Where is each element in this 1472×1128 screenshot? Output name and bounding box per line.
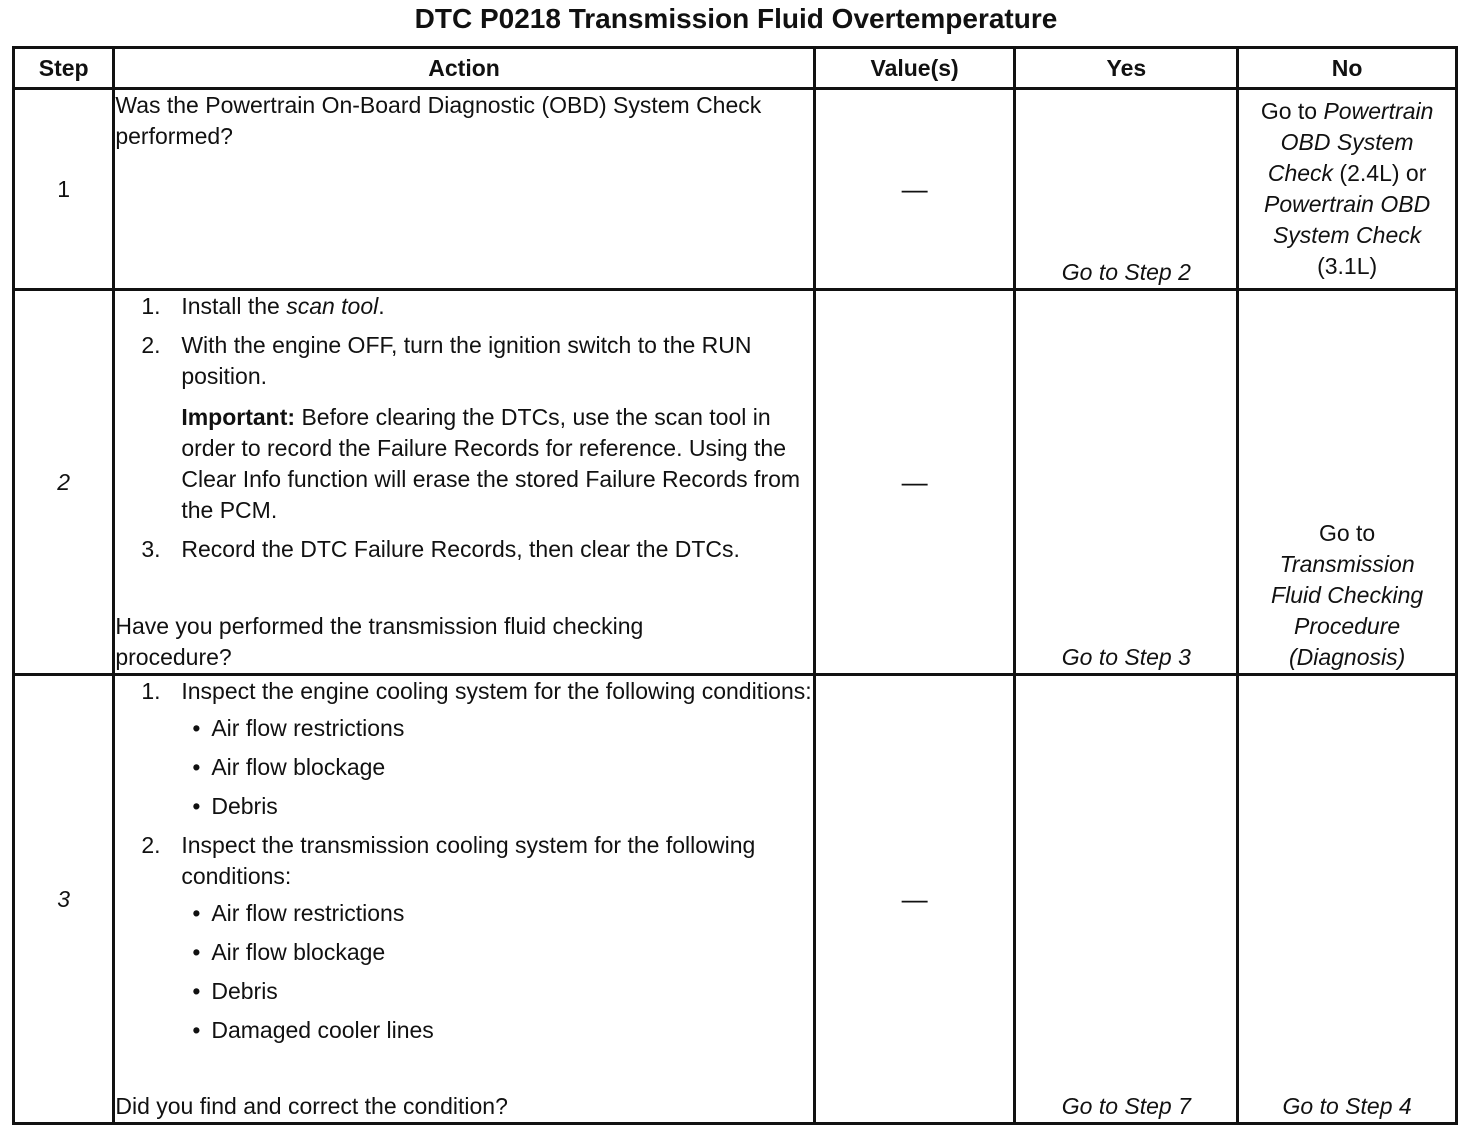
transmission-fluid-checking-link[interactable]: Transmission Fluid Checking Procedure (Diagnosis) xyxy=(1271,551,1424,670)
powertrain-obd-link-31[interactable]: Powertrain OBD System Check xyxy=(1264,191,1431,248)
list-item xyxy=(141,830,812,1054)
list-number: 2. xyxy=(141,332,161,358)
list-text: Inspect the engine cooling system for the following conditions: xyxy=(181,678,812,704)
important-label: Important: xyxy=(181,404,296,430)
no-text: Go to xyxy=(1260,98,1324,124)
table-row-step-2 xyxy=(14,290,1457,675)
scan-tool-link[interactable]: scan tool xyxy=(286,293,379,319)
go-to-step-link[interactable]: Go to Step 7 xyxy=(1061,1093,1191,1119)
important-text: Before clearing the DTCs, use the scan tool in order to record the Failure Records for reference. Using the Clear Info function will erase the stored Failure Records from the PCM. xyxy=(181,404,801,523)
table-row-step-3 xyxy=(14,675,1457,1124)
go-to-step-link[interactable]: Go to Step 2 xyxy=(1061,259,1191,285)
value-cell: — xyxy=(814,290,1015,675)
list-text: Install the xyxy=(181,293,287,319)
bullet-item: • Air flow blockage xyxy=(192,754,386,780)
no-text: (3.1L) xyxy=(1317,253,1378,279)
action-question: Was the Powertrain On-Board Diagnostic (OBD) System Check performed? xyxy=(115,92,762,149)
header-action: Action xyxy=(114,48,814,89)
list-item xyxy=(141,291,812,322)
step-number: 2 xyxy=(14,290,114,675)
bullet-item: • Debris xyxy=(192,793,278,819)
go-to-step-link[interactable]: Go to Step 4 xyxy=(1282,1093,1412,1119)
diagnostic-table xyxy=(12,46,1458,1125)
action-question: Have you performed the transmission fluid checking procedure? xyxy=(115,613,644,670)
page-title: DTC P0218 Transmission Fluid Overtemperature xyxy=(414,3,1058,34)
list-number: 1. xyxy=(141,678,161,704)
yes-cell xyxy=(1015,290,1238,675)
important-note xyxy=(141,402,812,526)
no-cell xyxy=(1238,89,1457,290)
value-cell: — xyxy=(814,89,1015,290)
list-text: Record the DTC Failure Records, then clear the DTCs. xyxy=(181,536,740,562)
bullet-item: • Damaged cooler lines xyxy=(192,1017,434,1043)
list-number: 3. xyxy=(141,536,161,562)
no-cell xyxy=(1238,675,1457,1124)
action-question: Did you find and correct the condition? xyxy=(115,1093,508,1119)
list-text: . xyxy=(378,293,385,319)
list-item xyxy=(141,534,812,565)
step-number: 3 xyxy=(14,675,114,1124)
list-number: 1. xyxy=(141,293,161,319)
no-cell xyxy=(1238,290,1457,675)
header-yes: Yes xyxy=(1015,48,1238,89)
list-item xyxy=(141,676,812,830)
list-text: With the engine OFF, turn the ignition switch to the RUN position. xyxy=(181,332,752,389)
header-values: Value(s) xyxy=(814,48,1015,89)
powertrain-obd-link-24[interactable]: Powertrain OBD System Check xyxy=(1267,98,1434,186)
no-text: (2.4L) or xyxy=(1333,160,1427,186)
bullet-list xyxy=(181,898,812,1046)
bullet-item: • Air flow restrictions xyxy=(192,715,405,741)
bullet-item: • Air flow blockage xyxy=(192,939,386,965)
yes-cell xyxy=(1015,675,1238,1124)
action-cell xyxy=(114,89,814,290)
header-step: Step xyxy=(14,48,114,89)
list-number: 2. xyxy=(141,832,161,858)
list-item xyxy=(141,330,812,392)
header-no: No xyxy=(1238,48,1457,89)
yes-cell xyxy=(1015,89,1238,290)
go-to-step-link[interactable]: Go to Step 3 xyxy=(1061,644,1191,670)
list-text: Inspect the transmission cooling system for the following conditions: xyxy=(181,832,756,889)
table-row-step-1 xyxy=(14,89,1457,290)
bullet-list xyxy=(181,713,812,822)
step-number: 1 xyxy=(14,89,114,290)
bullet-item: • Air flow restrictions xyxy=(192,900,405,926)
value-cell: — xyxy=(814,675,1015,1124)
action-cell xyxy=(114,290,814,675)
no-text: Go to xyxy=(1318,520,1376,546)
table-header-row xyxy=(14,48,1457,89)
bullet-item: • Debris xyxy=(192,978,278,1004)
action-cell xyxy=(114,675,814,1124)
